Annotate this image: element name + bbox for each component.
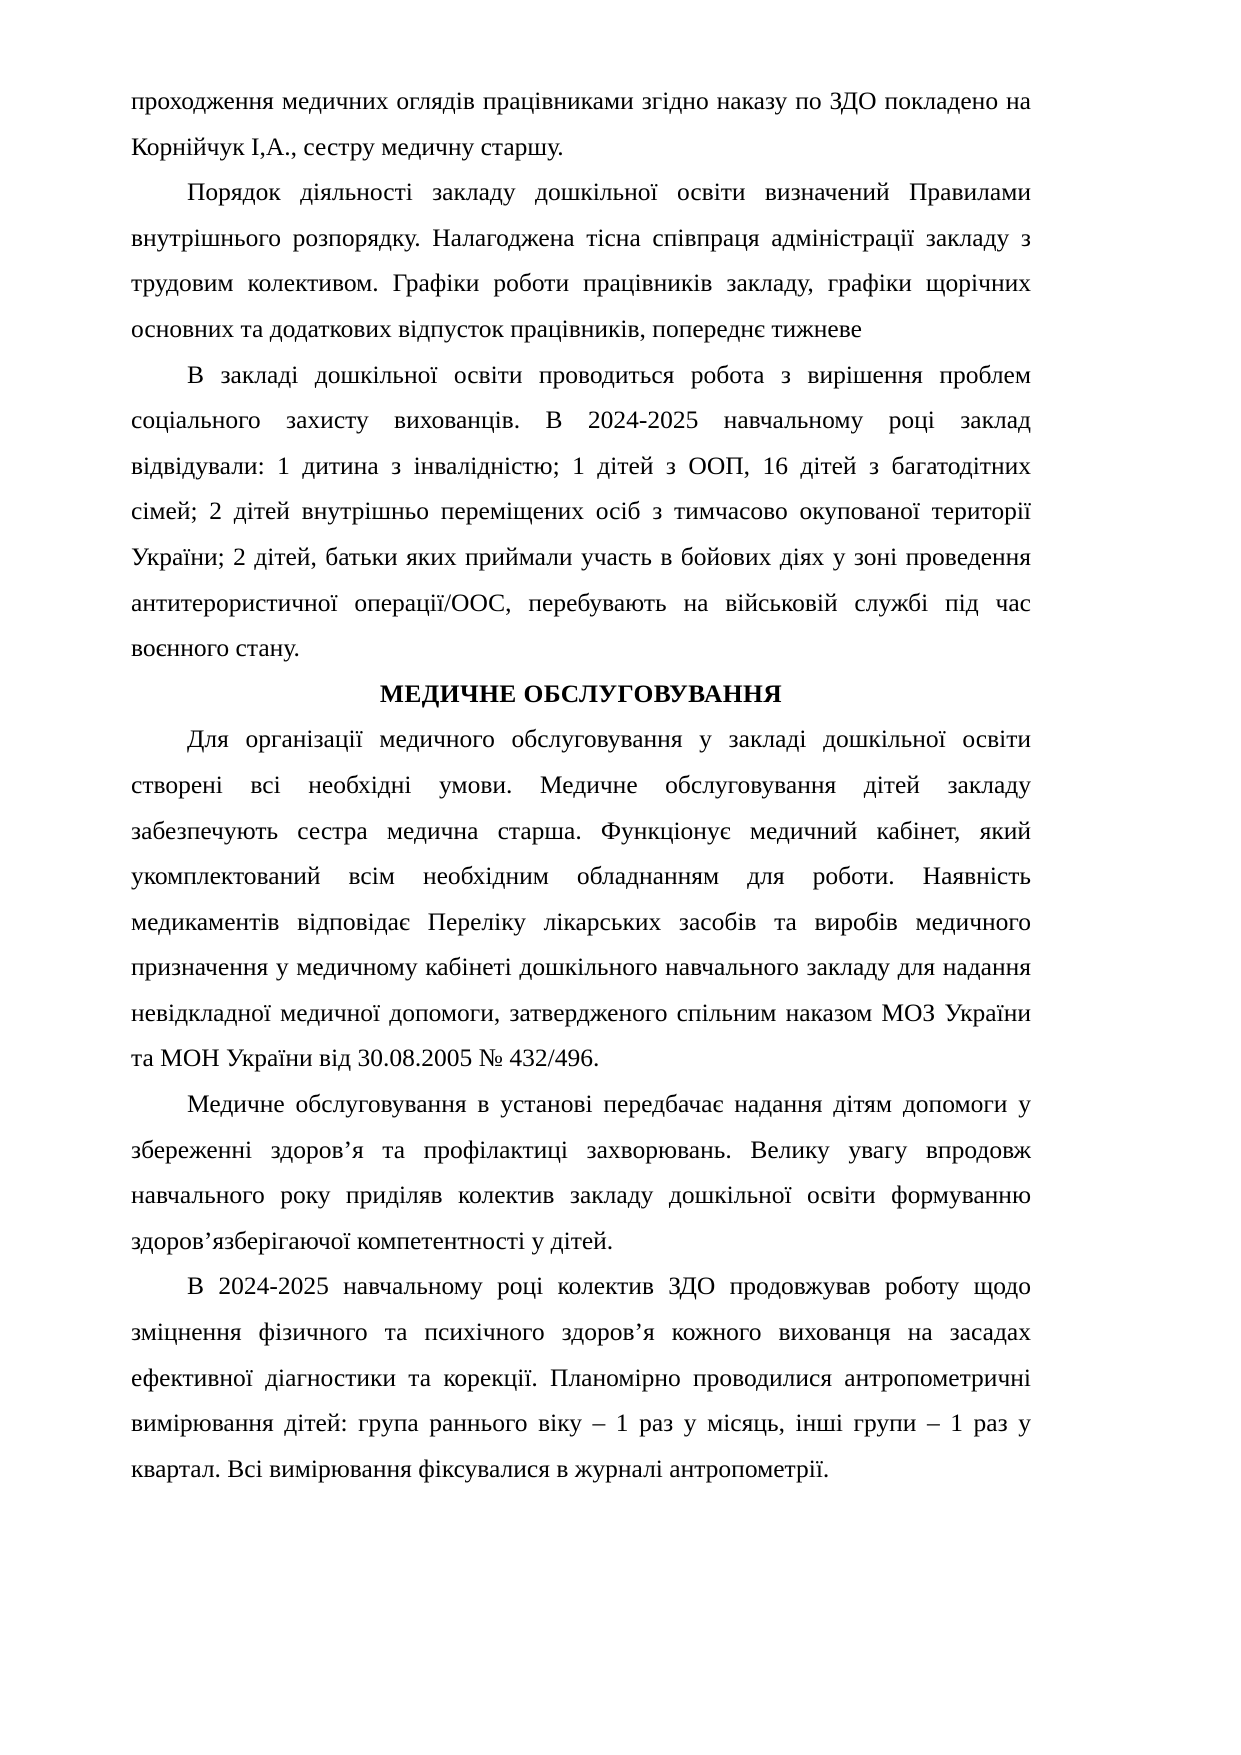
section-heading-medical-service: МЕДИЧНЕ ОБСЛУГОВУВАННЯ — [379, 678, 783, 708]
paragraph-medychne-obslugovuvannya: Медичне обслуговування в установі передбачає надання дітям допомоги у збереженні здоров’я та профілактиці захворювань. Велику увагу впродовж навчального року приділяв колектив закладу дошкільної освіти формуванню здоров’язберігаючої компетентності у дітей. — [131, 1089, 1031, 1255]
paragraph-sotsialnyi-zahyst: В закладі дошкільної освіти проводиться робота з вирішення проблем соціального захисту вихованців. В 2024-2025 навчальному році заклад відвідували: 1 дитина з інвалідністю; 1 дітей з ООП, 16 дітей з багатодітних сімей; 2 дітей внутрішньо переміщених осіб з тимчасово окупованої території України; 2 дітей, батьки яких приймали участь в бойових діях у зоні проведення антитерористичної операції/ООС, перебувають на військовій службі під час воєнного стану. — [131, 359, 1031, 663]
paragraph-continuation: проходження медичних оглядів працівниками згідно наказу по ЗДО покладено на Корнійчук І,А., сестру медичну старшу. — [131, 86, 1031, 161]
paragraph-organizatsiya-medobslugovuvannya: Для організації медичного обслуговування у закладі дошкільної освіти створені всі необхідні умови. Медичне обслуговування дітей закладу забезпечують сестра медична старша. Функціонує медичний кабінет, який укомплектований всім необхідним обладнанням для роботи. Наявність медикаментів відповідає Переліку лікарських засобів та виробів медичного призначення у медичному кабінеті дошкільного навчального закладу для надання невідкладної медичної допомоги, затвердженого спільним наказом МОЗ України та МОН України від 30.08.2005 № 432/496. — [131, 724, 1031, 1073]
paragraph-2024-2025-zmitsnennya: В 2024-2025 навчальному році колектив ЗДО продовжував роботу щодо зміцнення фізичного та психічного здоров’я кожного вихованця на засадах ефективної діагностики та корекції. Планомірно проводилися антропометричні вимірювання дітей: група раннього віку – 1 раз у місяць, інші групи – 1 раз у квартал. Всі вимірювання фіксувалися в журналі антропометрії. — [131, 1271, 1031, 1483]
page-text-body — [131, 78, 1031, 1491]
paragraph-poryadok-diyalnosti: Порядок діяльності закладу дошкільної освіти визначений Правилами внутрішнього розпорядку. Налагоджена тісна співпраця адміністрації закладу з трудовим колективом. Графіки роботи працівників закладу, графіки щорічних основних та додаткових відпусток працівників, попереднє тижневе — [131, 177, 1031, 343]
